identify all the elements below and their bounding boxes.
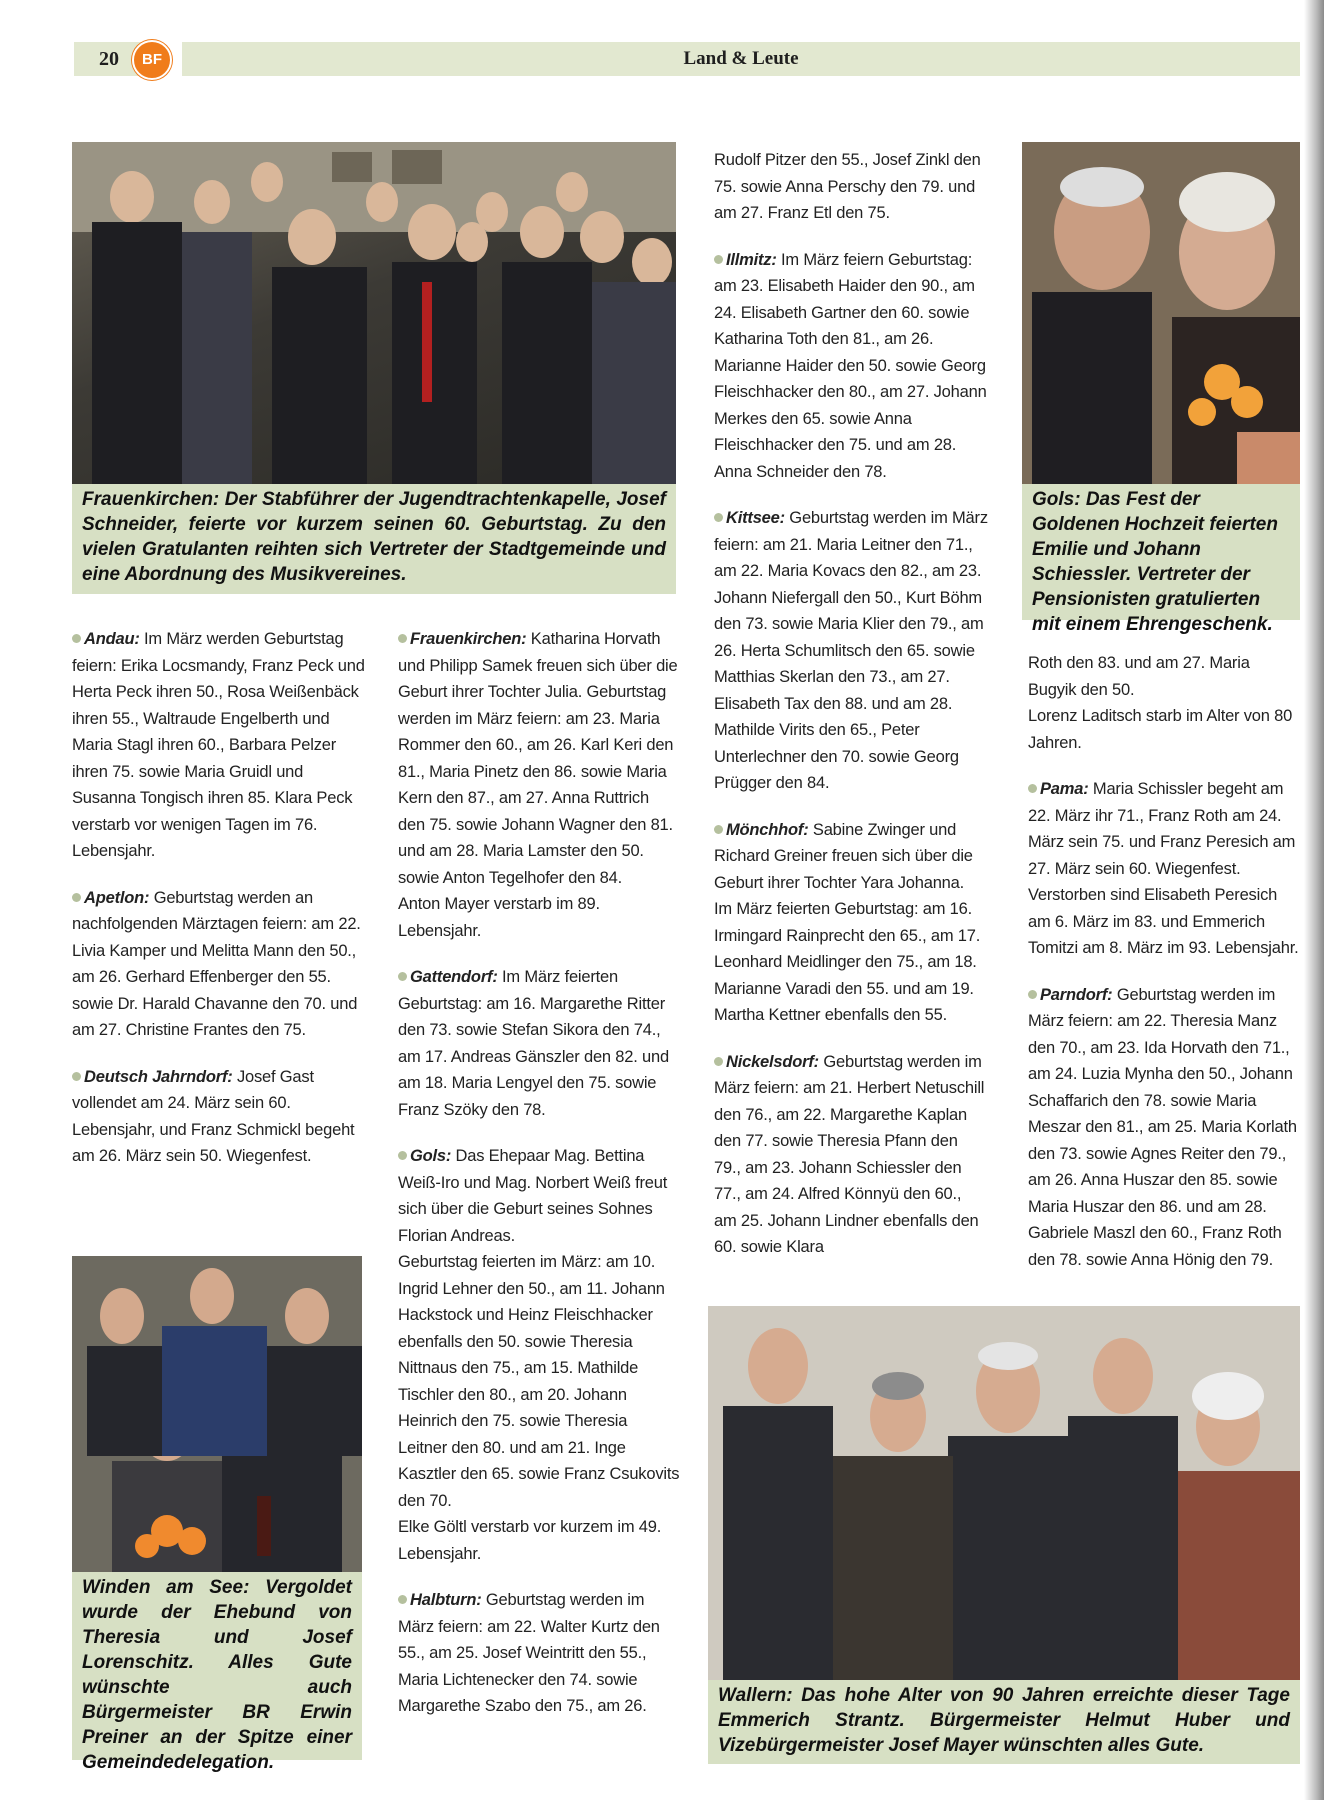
item-extra: Geburtstag feierten im März: am 10. Ingrid Lehner den 50., am 11. Johann Hackstock und Heinz Fleischhacker ebenfalls den 50. sowie Theresia Nittnaus den 75., am 15. Mathilde Tischler den 80., am 20. Johann Heinrich den 75. sowie Theresia Leitner den 80. und am 21. Inge Kasztler den 65. sowie Franz Csukovits den 70. <box>398 1253 680 1510</box>
item-extra: Verstorben sind Elisabeth Peresich am 6. März im 83. und Emmerich Tomitzi am 8. März im 93. Lebensjahr. <box>1028 886 1299 957</box>
item-parndorf <box>1028 982 1300 1274</box>
header-bar <box>182 42 1300 76</box>
item-frauenkirchen <box>398 626 680 944</box>
item-text: Im März feiern Geburtstag: am 23. Elisabeth Haider den 90., am 24. Elisabeth Gartner den 60. sowie Katharina Toth den 81., am 26. Marianne Haider den 50. sowie Georg Fleischhacker den 80., am 27. Johann Merkes den 65. sowie Anna Fleischhacker den 75. und am 28. Anna Schneider den 78. <box>714 250 987 481</box>
item-gattendorf <box>398 964 680 1123</box>
group-photo-icon <box>708 1306 1300 1680</box>
gols-caption: Gols: Das Fest der Goldenen Hochzeit feierten Emilie und Johann Schiessler. Vertreter der Pensionisten gratulierten mit einem Ehrengeschenk. <box>1022 484 1300 620</box>
item-text: Maria Schissler begeht am 22. März ihr 71., Franz Roth am 24. März sein 75. und Franz Peresich am 27. März sein 60. Wiegenfest. <box>1028 780 1296 878</box>
group-photo-icon <box>72 142 676 484</box>
winden-group-photo <box>72 1256 362 1572</box>
item-continued <box>1028 650 1300 756</box>
wallern-group-photo <box>708 1306 1300 1680</box>
bullet-icon <box>1028 784 1037 793</box>
place-name: Pama: <box>1040 780 1089 798</box>
column-3 <box>714 147 988 1281</box>
gols-couple-photo <box>1022 142 1300 484</box>
item-text: Roth den 83. und am 27. Maria Bugyik den 50. <box>1028 654 1250 699</box>
place-name: Gattendorf: <box>410 968 498 986</box>
item-continued <box>714 147 988 227</box>
item-text: Das Ehepaar Mag. Bettina Weiß-Iro und Mag. Norbert Weiß freut sich über die Geburt seines Sohnes Florian Andreas. <box>398 1147 668 1245</box>
bullet-icon <box>398 1151 407 1160</box>
item-text: Katharina Horvath und Philipp Samek freuen sich über die Geburt ihrer Tochter Julia. Geburtstag werden im März feiern: am 23. Maria Rommer den 60., am 26. Karl Keri den 81., Maria Pinetz den 86. sowie Maria Kern den 87., am 27. Anna Ruttrich den 75. sowie Johann Wagner den 81. und am 28. Maria Lamster den 50. sowie Anton Tegelhofer den 84. <box>398 630 678 887</box>
bullet-icon <box>714 1057 723 1066</box>
item-nickelsdorf <box>714 1049 988 1261</box>
place-name: Gols: <box>410 1147 452 1165</box>
place-name: Kittsee: <box>726 509 785 527</box>
bullet-icon <box>72 1072 81 1081</box>
bullet-icon <box>398 1595 407 1604</box>
item-gols <box>398 1143 680 1567</box>
bullet-icon <box>398 634 407 643</box>
place-name: Deutsch Jahrndorf: <box>84 1067 233 1086</box>
item-text: Geburtstag werden im März feiern: am 21. Maria Leitner den 71., am 22. Maria Kovacs den 82., am 23. Johann Niefergall den 50., Kurt Böhm den 73. sowie Maria Klier den 79., am 26. Herta Schumlitsch den 65. sowie Matthias Skerlan den 73., am 27. Elisabeth Tax den 88. und am 28. Mathilde Virits den 65., Peter Unterlechner den 70. sowie Georg Prügger den 84. <box>714 509 988 792</box>
bullet-icon <box>714 255 723 264</box>
item-text: Geburtstag werden im März feiern: am 21. Herbert Netuschill den 76., am 22. Margarethe Kaplan den 77. sowie Theresia Pfann den 79., am 23. Johann Schiessler den 77., am 24. Alfred Könnyü den 60., am 25. Johann Lindner ebenfalls den 60. sowie Klara <box>714 1052 985 1256</box>
place-name: Frauenkirchen: <box>410 630 527 648</box>
bullet-icon <box>714 825 723 834</box>
bullet-icon <box>398 972 407 981</box>
place-name: Apetlon: <box>84 888 150 907</box>
place-name: Andau: <box>84 630 140 648</box>
item-pama <box>1028 776 1300 962</box>
page-number: 20 <box>74 42 144 76</box>
item-halbturn <box>398 1587 680 1720</box>
item-text: Im März feierten Geburtstag: am 16. Margarethe Ritter den 73. sowie Stefan Sikora den 74., am 17. Andreas Gänszler den 82. und am 18. Maria Lengyel den 75. sowie Franz Szöky den 78. <box>398 968 669 1119</box>
page-edge-shadow <box>1304 0 1324 1800</box>
item-text: Josef Gast vollendet am 24. März sein 60. Lebensjahr, und Franz Schmickl begeht am 26. März sein 50. Wiegenfest. <box>72 1067 355 1165</box>
item-illmitz <box>714 247 988 486</box>
item-extra: Im März feierten Geburtstag: am 16. Irmingard Rainprecht den 65., am 17. Leonhard Meidlinger den 75., am 18. Marianne Varadi den 55. und am 19. Martha Kettner ebenfalls den 55. <box>714 900 981 1024</box>
bullet-icon <box>714 513 723 522</box>
item-extra: Anton Mayer verstarb im 89. Lebensjahr. <box>398 895 600 940</box>
bf-logo: BF <box>132 40 172 80</box>
item-text: Geburtstag werden im März feiern: am 22. Theresia Manz den 70., am 23. Ida Horvath den 71., am 24. Luzia Mynha den 50., Johann Schaffarich den 78. sowie Maria Meszar den 81., am 25. Maria Korlath den 73. sowie Agnes Reiter den 79., am 26. Anna Huszar den 85. sowie Maria Huszar den 86. und am 28. Gabriele Maszl den 60., Franz Roth den 78. sowie Anna Hönig den 79. <box>1028 985 1297 1269</box>
item-text: Rudolf Pitzer den 55., Josef Zinkl den 75. sowie Anna Perschy den 79. und am 27. Franz Etl den 75. <box>714 151 981 222</box>
item-text: Im März werden Geburtstag feiern: Erika Locsmandy, Franz Peck und Herta Peck ihren 50., Rosa Weißenbäck ihren 55., Waltraude Engelberth und Maria Stagl ihren 60., Barbara Pelzer ihren 75. sowie Maria Gruidl und Susanna Tongisch ihren 85. Klara Peck verstarb vor wenigen Tagen im 76. Lebensjahr. <box>72 630 365 860</box>
page-header <box>74 42 1300 76</box>
place-name: Illmitz: <box>726 250 777 269</box>
place-name: Parndorf: <box>1040 985 1113 1004</box>
item-text: Geburtstag werden im März feiern: am 22. Walter Kurtz den 55., am 25. Josef Weintritt den 55., Maria Lichtenecker den 74. sowie Margarethe Szabo den 75., am 26. <box>398 1591 660 1715</box>
column-1 <box>72 626 370 1190</box>
frauenkirchen-caption: Frauenkirchen: Der Stabführer der Jugendtrachtenkapelle, Josef Schneider, feierte vor kurzem seinen 60. Geburtstag. Zu den vielen Gratulanten reihten sich Vertreter der Stadtgemeinde und eine Abordnung des Musikvereines. <box>72 484 676 594</box>
item-extra: Lorenz Laditsch starb im Alter von 80 Jahren. <box>1028 707 1293 752</box>
wallern-caption: Wallern: Das hohe Alter von 90 Jahren erreichte dieser Tage Emmerich Strantz. Bürgermeister Helmut Huber und Vizebürgermeister Josef Mayer wünschten alles Gute. <box>708 1680 1300 1764</box>
item-extra-2: Elke Göltl verstarb vor kurzem im 49. Lebensjahr. <box>398 1518 662 1563</box>
bullet-icon <box>1028 990 1037 999</box>
bullet-icon <box>72 893 81 902</box>
column-4 <box>1028 650 1300 1293</box>
place-name: Halbturn: <box>410 1591 482 1609</box>
item-text: Sabine Zwinger und Richard Greiner freuen sich über die Geburt ihrer Tochter Yara Johanna. <box>714 820 973 892</box>
item-kittsee <box>714 505 988 797</box>
item-apetlon <box>72 885 370 1044</box>
item-deutsch-jahrndorf <box>72 1064 370 1170</box>
item-andau <box>72 626 370 865</box>
column-2 <box>398 626 680 1740</box>
item-moenchhof <box>714 817 988 1029</box>
winden-caption: Winden am See: Vergoldet wurde der Ehebund von Theresia und Josef Lorenschitz. Alles Gute wünschte auch Bürgermeister BR Erwin Preiner an der Spitze einer Gemeindedelegation. <box>72 1572 362 1760</box>
section-title: Land & Leute <box>683 48 799 69</box>
group-photo-icon <box>72 1256 362 1572</box>
place-name: Nickelsdorf: <box>726 1052 819 1071</box>
place-name: Mönchhof: <box>726 820 809 839</box>
couple-photo-icon <box>1022 142 1300 484</box>
frauenkirchen-group-photo <box>72 142 676 484</box>
bullet-icon <box>72 634 81 643</box>
item-text: Geburtstag werden an nachfolgenden Märztagen feiern: am 22. Livia Kamper und Melitta Mann den 50., am 26. Gerhard Effenberger den 55. sowie Dr. Harald Chavanne den 70. und am 27. Christine Frantes den 75. <box>72 888 361 1039</box>
